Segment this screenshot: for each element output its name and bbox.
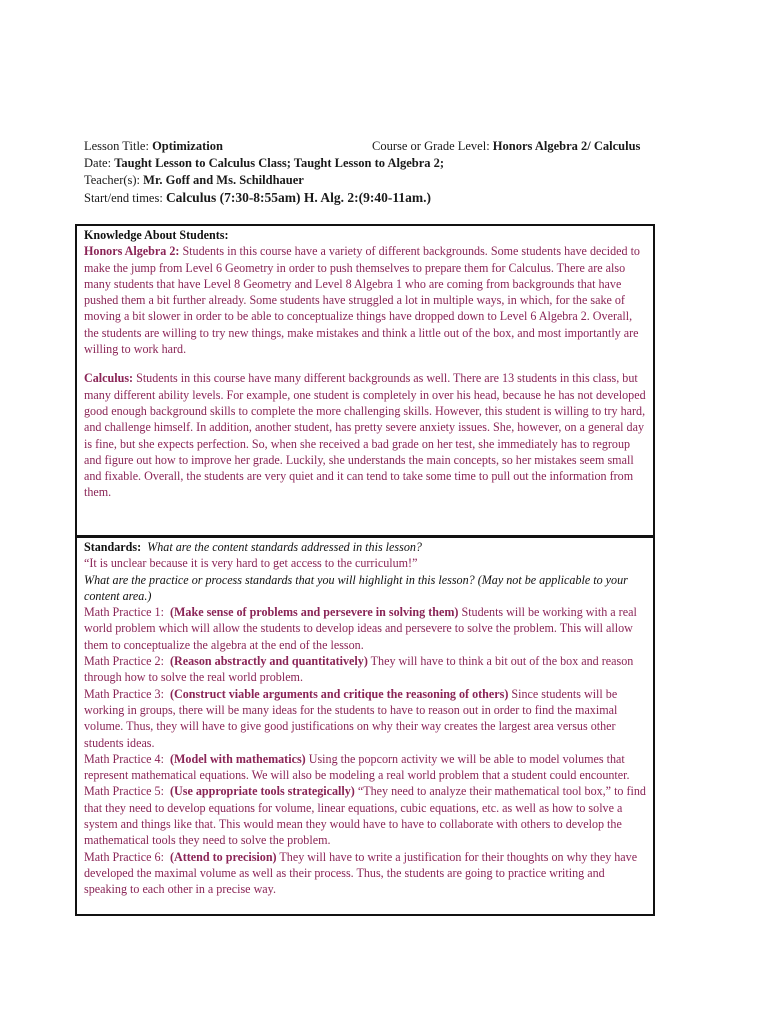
practice-text: “They need to analyze their mathematical tool box,” to find that they need to develop equations for volume, linear equations, cubic equations, etc. as well as how to solve a system and things like that. This would mean they would have to have to collaborate with others to develop the mathematical tools they need to solve the problem. bbox=[84, 784, 646, 848]
math-practice-6 bbox=[84, 849, 647, 898]
calculus-text: Students in this course have many different backgrounds as well. There are 13 students in this class, but many different ability levels. For example, one student is completely in over his head, because he has not developed good enough background skills to complete the more challenging skills. However, this student is willing to try hard, and challenge himself. In addition, another student, has pretty severe anxiety issues. She, however, on a general day is fine, but she expects perfection. So, when she received a bad grade on her test, she immediately has to regroup and figure out how to improve her grade. Luckily, she understands the main concepts, so her mistakes seem small and fixable. Overall, the students are very quiet and it can tend to take some time to pull out the information from them. bbox=[84, 371, 646, 500]
content-answer: “It is unclear because it is very hard to get access to the curriculum!” bbox=[84, 556, 418, 571]
standards-heading-row bbox=[84, 539, 647, 555]
times-row bbox=[84, 189, 684, 207]
standards-heading: Standards: bbox=[84, 540, 142, 554]
algebra-text: Students in this course have a variety of different backgrounds. Some students have decided to make the jump from Level 6 Geometry in order to push themselves to prepare them for Calculus. There are also many students that have Level 8 Geometry and Level 8 Algebra 1 who are coming from backgrounds that have pushed them a bit further already. Some students have struggled a lot in multiple ways, in which, for the sake of moving a bit slower in order to be able to conceptualize things have dropped down to Level 6 Algebra 2. Overall, the students are willing to try new things, make mistakes and think a little out of the box, and most importantly are willing to work hard. bbox=[84, 244, 640, 357]
practice-label: Math Practice 1: bbox=[84, 605, 164, 620]
practice-label: Math Practice 6: bbox=[84, 849, 164, 864]
content-question: What are the content standards addressed in this lesson? bbox=[147, 540, 422, 554]
math-practice-1 bbox=[84, 604, 647, 653]
practice-title: (Construct viable arguments and critique the reasoning of others) bbox=[169, 686, 509, 701]
course-value: Honors Algebra 2/ Calculus bbox=[492, 139, 641, 153]
math-practice-3 bbox=[84, 686, 647, 751]
teachers-row bbox=[84, 172, 684, 189]
standards-section bbox=[75, 536, 655, 916]
practice-title: (Use appropriate tools strategically) bbox=[169, 784, 355, 799]
algebra-label: Honors Algebra 2: bbox=[84, 244, 180, 259]
date-row bbox=[84, 155, 684, 172]
lesson-header bbox=[84, 138, 684, 207]
times-value: Calculus (7:30-8:55am) H. Alg. 2:(9:40-11am.) bbox=[165, 190, 432, 205]
practice-label: Math Practice 5: bbox=[84, 784, 164, 799]
practice-label: Math Practice 2: bbox=[84, 654, 164, 669]
lesson-title-label: Lesson Title: bbox=[84, 139, 149, 153]
date-value: Taught Lesson to Calculus Class; Taught Lesson to Algebra 2; bbox=[114, 156, 445, 170]
math-practice-2 bbox=[84, 653, 647, 686]
teachers-value: Mr. Goff and Ms. Schildhauer bbox=[143, 173, 304, 187]
practice-text: Using the popcorn activity we will be able to model volumes that represent mathematical equations. We will also be modeling a real world problem that a student could encounter. bbox=[84, 751, 630, 783]
practice-label: Math Practice 4: bbox=[84, 751, 164, 766]
math-practice-5 bbox=[84, 783, 647, 848]
practice-title: (Make sense of problems and persevere in solving them) bbox=[169, 605, 459, 620]
practice-title: (Attend to precision) bbox=[169, 849, 277, 864]
math-practice-4 bbox=[84, 751, 647, 784]
practice-title: (Reason abstractly and quantitatively) bbox=[169, 654, 368, 669]
practice-text: Students will be working with a real world problem which will allow the students to develop ideas and persevere to solve the problem. This will allow them to conceptualize the algebra at the end of the lesson. bbox=[84, 605, 637, 652]
times-label: Start/end times: bbox=[84, 191, 163, 205]
practice-text: They will have to write a justification for their thoughts on why they have developed the maximal volume as well as their process. Thus, the students are going to practice writing and speaking to each other in a precise way. bbox=[84, 849, 638, 897]
practice-title: (Model with mathematics) bbox=[169, 751, 306, 766]
lesson-title-row bbox=[84, 138, 684, 155]
practice-question: What are the practice or process standards that you will highlight in this lesson? (May not be applicable to your content area.) bbox=[84, 572, 628, 603]
teachers-label: Teacher(s): bbox=[84, 173, 141, 187]
calculus-paragraph bbox=[84, 370, 647, 500]
course-level bbox=[372, 138, 640, 155]
practice-label: Math Practice 3: bbox=[84, 686, 164, 701]
calculus-label: Calculus: bbox=[84, 371, 134, 386]
course-label: Course or Grade Level: bbox=[372, 139, 490, 153]
practice-text: Since students will be working in groups, there will be many ideas for the students to have to reason out in order to find the maximal volume. Thus, they will have to give good justifications on why their way creates the largest area versus other students ideas. bbox=[84, 686, 618, 750]
knowledge-heading: Knowledge About Students: bbox=[84, 228, 229, 242]
algebra-paragraph bbox=[84, 243, 647, 357]
practice-text: They will have to think a bit out of the box and reason through how to solve the real world problem. bbox=[84, 654, 634, 685]
lesson-title: Optimization bbox=[152, 139, 223, 153]
date-label: Date: bbox=[84, 156, 112, 170]
knowledge-section bbox=[75, 224, 655, 537]
